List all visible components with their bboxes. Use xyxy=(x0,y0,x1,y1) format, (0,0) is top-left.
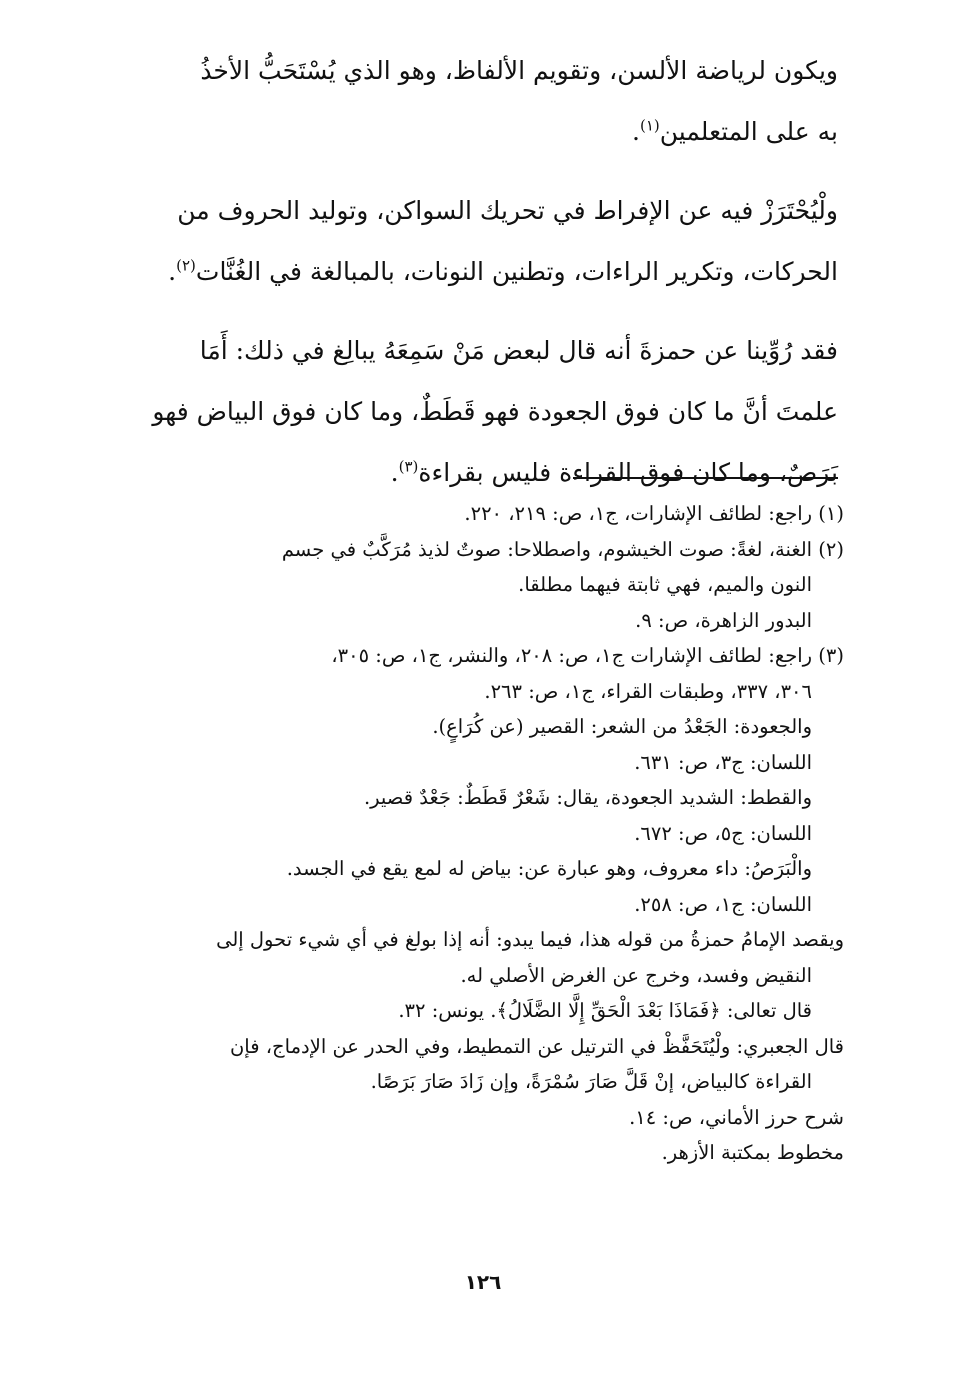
footnote-ref-1: (١) xyxy=(640,116,660,135)
paragraph-line: بَرَصٌ، وما كان فوق القراءة فليس بقراءة xyxy=(418,458,838,487)
paragraph-tail: . xyxy=(390,458,399,487)
footnote-line: اللسان: ج٥، ص: ٦٧٢. xyxy=(634,821,812,845)
paragraph-tail: . xyxy=(168,257,177,286)
footnote-line: البدور الزاهرة، ص: ٩. xyxy=(635,608,812,632)
paragraph-3 xyxy=(110,320,838,503)
footnote-line: والقطط: الشديد الجعودة، يقال: شَعْرٌ قَطَطٌ: جَعْدٌ قصير. xyxy=(363,786,812,809)
paragraph-2 xyxy=(110,180,838,302)
footnote-line: القراءة كالبياض، إنْ قَلَّ صَارَ سُمْرَةً، وإن زَادَ صَارَ بَرَصًا. xyxy=(370,1070,812,1093)
footnote-line: ويقصد الإمامُ حمزةُ من قوله هذا، فيما يبدو: أنه إذا بولغ في أي شيء تحول إلى xyxy=(216,928,844,951)
footnote-ref-2: (٢) xyxy=(176,256,196,275)
footnote-line: والْبَرَصُ: داء معروف، وهو عبارة عن: بياض له لمع يقع في الجسد. xyxy=(286,857,812,880)
paragraph-line: به على المتعلمين xyxy=(659,117,838,146)
footnote-line: اللسان: ج١، ص: ٢٥٨. xyxy=(634,892,812,916)
paragraph-line: فقد رُوِّينا عن حمزةَ أنه قال لبعض مَنْ سَمِعَهُ يبالِغ في ذلك: أَمَا xyxy=(199,336,838,365)
paragraph-tail: . xyxy=(632,117,640,146)
footnote-line: النون والميم، فهي ثابتة فيهما مطلقا. xyxy=(518,573,812,596)
footnote-line: (١) راجع: لطائف الإشارات، ج١، ص: ٢١٩، ٢٢٠. xyxy=(464,502,844,525)
footnote-line: والجعودة: الجَعْدُ من الشعر: القصير (عن كُرَاعٍ). xyxy=(432,715,812,738)
footnote-line: قال تعالى: ﴿فَمَاذَا بَعْدَ الْحَقِّ إِلَّا الضَّلَالُ﴾. يونس: ٣٢. xyxy=(398,999,812,1022)
main-text xyxy=(110,40,838,521)
footnote-ref-3: (٣) xyxy=(398,457,419,476)
footnote-line: اللسان: ج٣، ص: ٦٣١. xyxy=(634,750,812,774)
paragraph-line: الحركات، وتكرير الراءات، وتطنين النونات، بالمبالغة في الغُنَّات xyxy=(195,257,838,286)
footnote-line: شرح حرز الأماني، ص: ١٤. xyxy=(629,1105,844,1129)
footnote-separator xyxy=(573,477,838,479)
footnote-line: النقيض وفسد، وخرج عن الغرض الأصلي له. xyxy=(460,963,812,987)
footnotes xyxy=(110,496,844,1171)
paragraph-line: ولْيُحْتَرَزْ فيه عن الإفراط في تحريك السواكن، وتوليد الحروف من xyxy=(177,196,838,225)
paragraph-1 xyxy=(110,40,838,162)
footnote-line: قال الجعبري: ولْيُتَحَفَّظْ في الترتيل عن التمطيط، وفي الحدر عن الإدماج، فإن xyxy=(229,1034,844,1058)
footnote-line: مخطوط بمكتبة الأزهر. xyxy=(661,1141,844,1164)
footnote-line: ٣٠٦، ٣٣٧، وطبقات القراء، ج١، ص: ٢٦٣. xyxy=(484,679,812,703)
footnote-line: (٣) راجع: لطائف الإشارات ج١، ص: ٢٠٨، والنشر، ج١، ص: ٣٠٥، xyxy=(331,644,844,667)
paragraph-line: ويكون لرياضة الألسن، وتقويم الألفاظ، وهو الذي يُسْتَحَبُّ الأخذُ xyxy=(200,56,838,85)
paragraph-line: علمتَ أنَّ ما كان فوق الجعودة فهو قَطَطٌ، وما كان فوق البياض فهو xyxy=(152,397,838,426)
page-number: ١٢٦ xyxy=(464,1270,502,1294)
footnote-line: (٢) الغنة، لغةً: صوت الخيشوم، واصطلاحا: صوتٌ لذيذ مُرَكَّبٌ في جسم xyxy=(281,537,844,561)
